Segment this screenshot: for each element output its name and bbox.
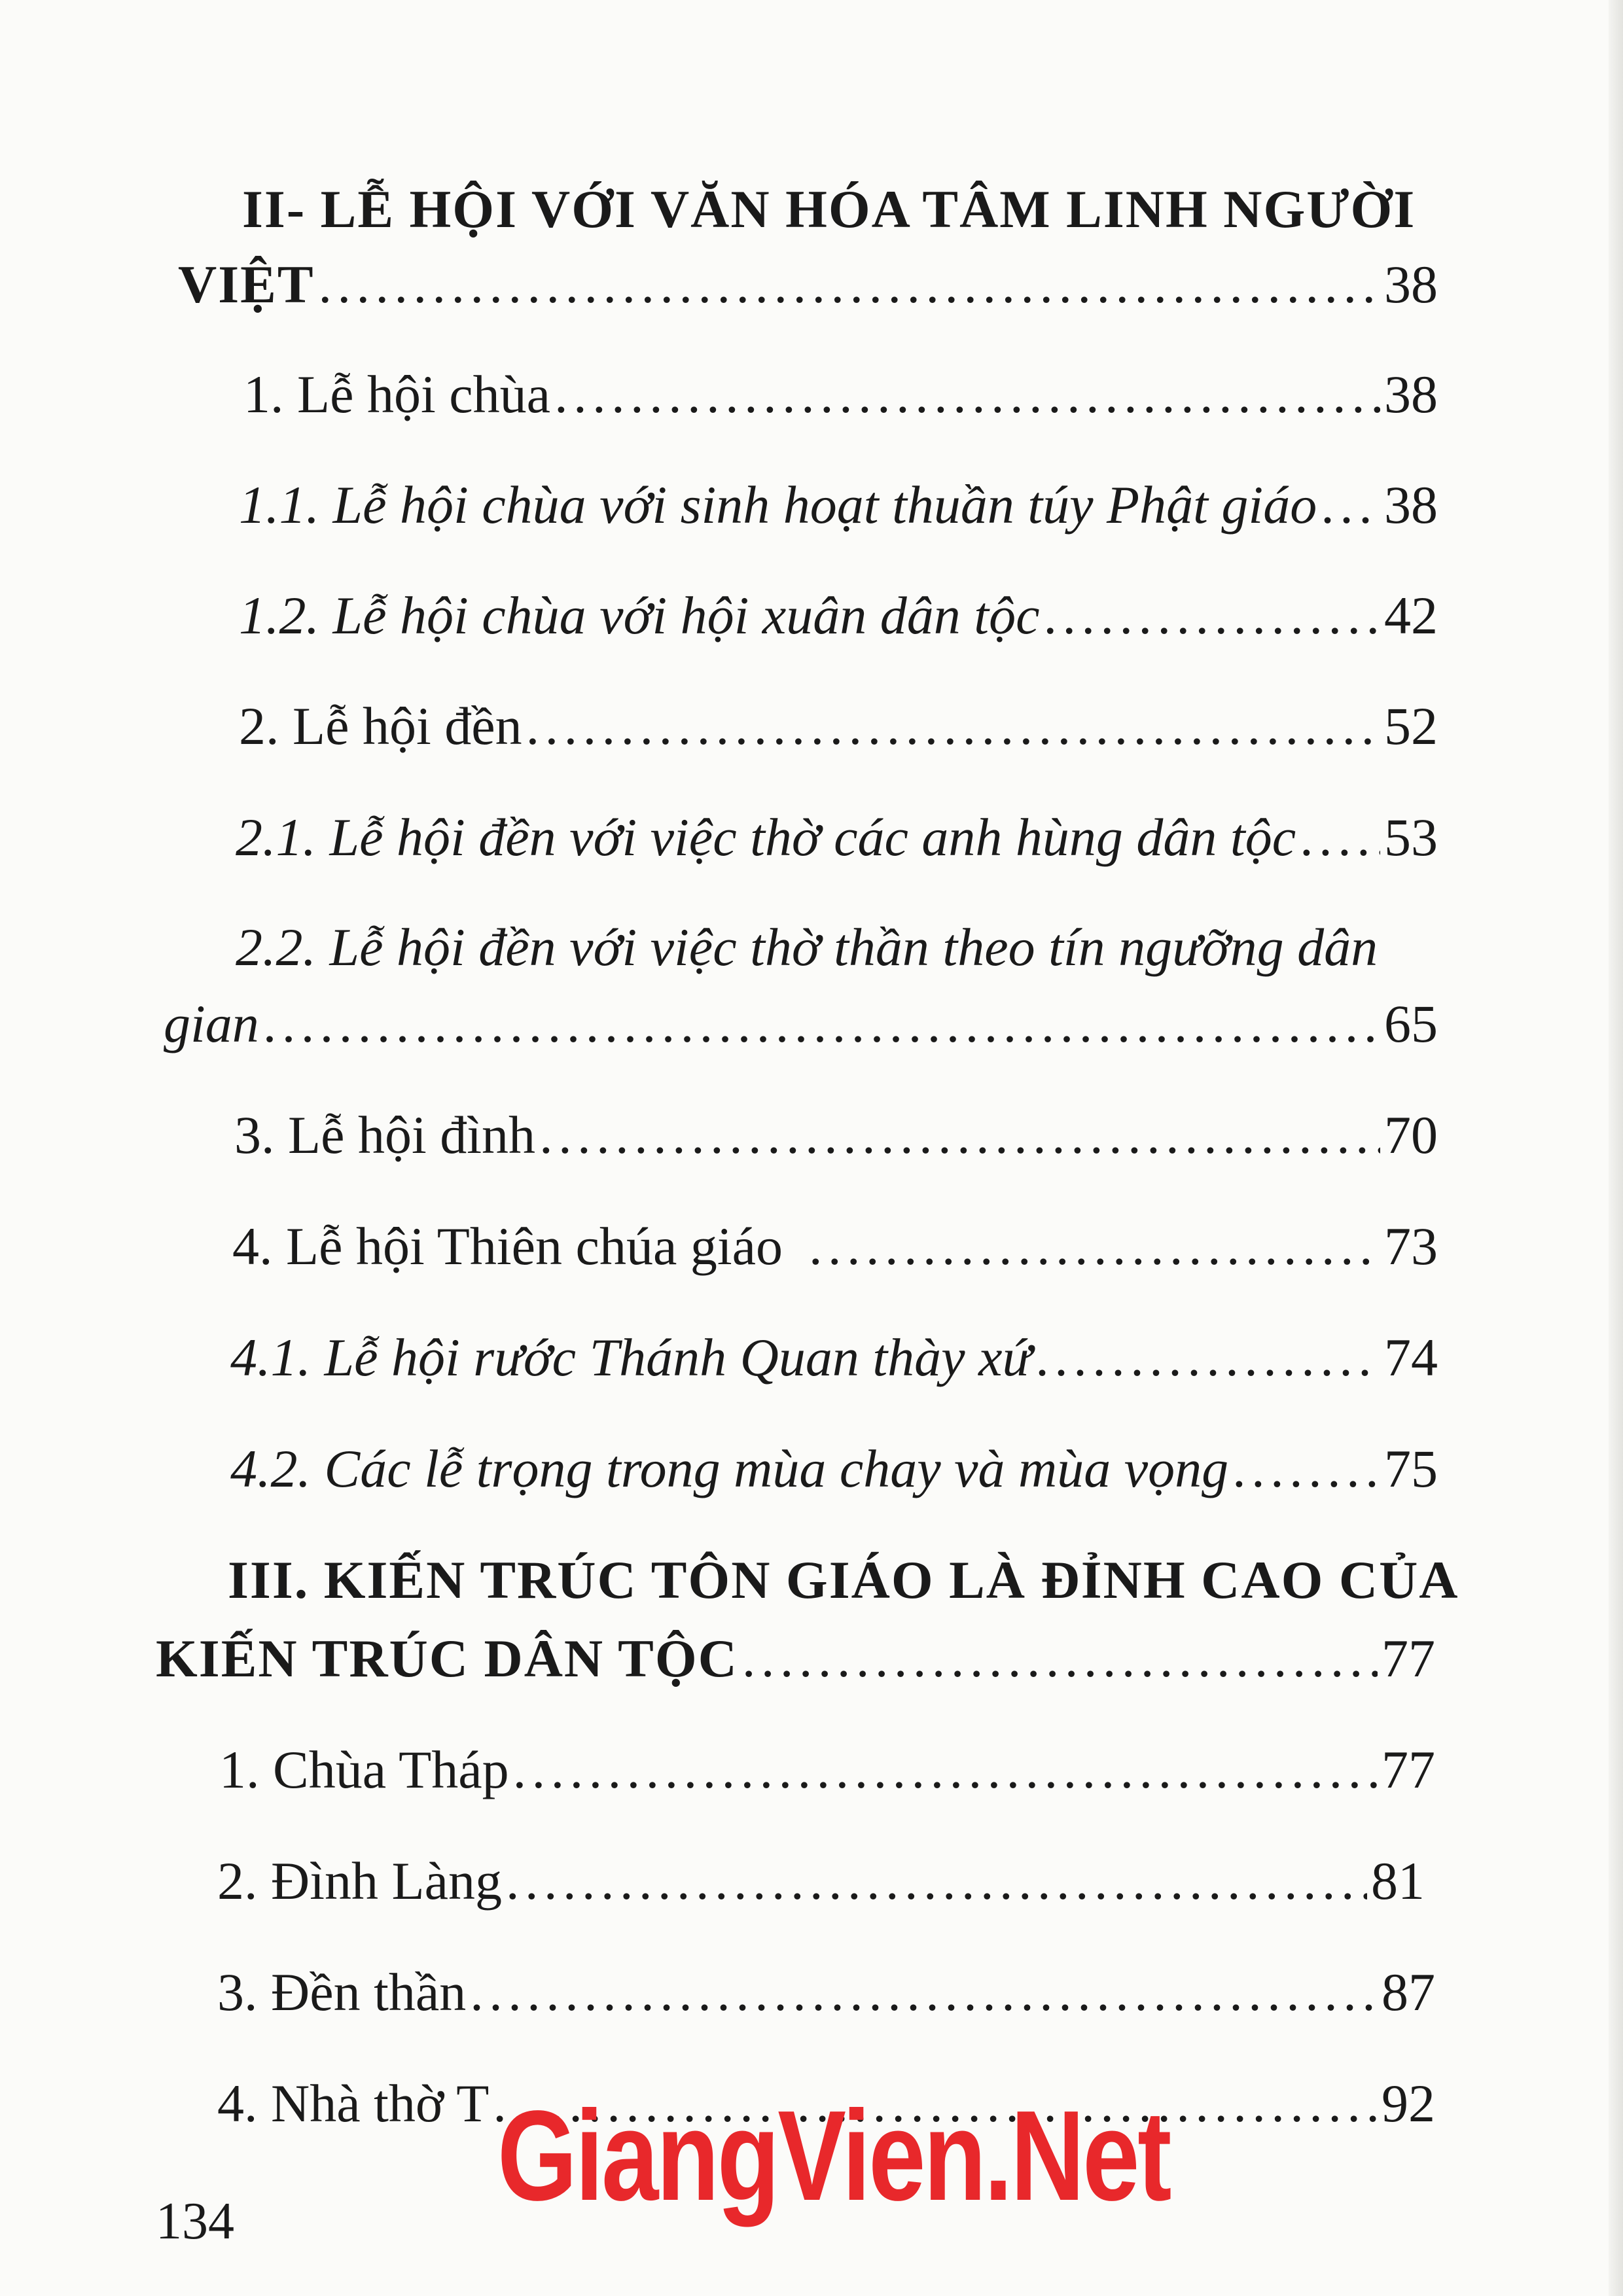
toc-page-number: 75 — [1384, 1439, 1438, 1498]
toc-entry[interactable] — [219, 1737, 1435, 1803]
dot-leader — [809, 1214, 1380, 1279]
toc-page-number: 42 — [1384, 586, 1438, 645]
section-three-heading-line1: III. KIẾN TRÚC TÔN GIÁO LÀ ĐỈNH CAO CỦA — [228, 1550, 1459, 1610]
section-two-heading-line1: II- LỄ HỘI VỚI VĂN HÓA TÂM LINH NGƯỜI — [242, 179, 1416, 239]
dot-leader — [1043, 583, 1380, 648]
dot-leader — [1035, 1325, 1380, 1390]
toc-page-number: 65 — [1384, 994, 1438, 1053]
dot-leader — [1232, 1436, 1380, 1502]
toc-entry-title: VIỆT — [178, 255, 315, 314]
toc-entry-title: 3. Đền thần — [217, 1962, 467, 2022]
toc-entry[interactable] — [164, 991, 1438, 1057]
toc-entry[interactable] — [243, 362, 1438, 427]
toc-entry[interactable] — [230, 1436, 1438, 1502]
dot-leader — [742, 1626, 1378, 1691]
dot-leader — [319, 252, 1380, 317]
toc-entry-title: KIẾN TRÚC DÂN TỘC — [156, 1629, 738, 1688]
toc-page-number: 38 — [1384, 255, 1438, 314]
watermark-text: GiangVien.Net — [497, 2084, 1170, 2227]
dot-leader — [554, 362, 1380, 427]
toc-entry-section-two[interactable] — [178, 252, 1438, 317]
toc-entry[interactable] — [234, 1103, 1438, 1168]
toc-entry[interactable] — [217, 1848, 1425, 1914]
page-edge — [1609, 0, 1623, 2296]
toc-entry-title: 2.1. Lễ hội đền với việc thờ các anh hùng dân tộc — [236, 807, 1296, 867]
toc-page-number: 81 — [1371, 1851, 1425, 1911]
toc-entry-line1[interactable] — [236, 915, 1378, 980]
toc-entry-title: 1. Lễ hội chùa — [243, 364, 551, 424]
toc-entry-title: 4.1. Lễ hội rước Thánh Quan thày xứ — [230, 1328, 1032, 1387]
toc-entry[interactable] — [236, 805, 1438, 870]
dot-leader — [513, 1737, 1378, 1803]
toc-entry-title: 4.2. Các lễ trọng trong mùa chay và mùa vọng — [230, 1439, 1229, 1498]
toc-entry-title: 2. Đình Làng — [217, 1851, 502, 1911]
toc-entry-title: 4. Nhà thờ T — [217, 2074, 490, 2133]
toc-page-number: 38 — [1384, 364, 1438, 424]
page-number: 134 — [156, 2193, 234, 2250]
toc-entry[interactable] — [239, 694, 1438, 759]
toc-entry-title: 1. Chùa Tháp — [219, 1740, 509, 1799]
toc-page-number: 77 — [1382, 1740, 1435, 1799]
dot-leader — [1321, 472, 1380, 538]
toc-page-number: 74 — [1384, 1328, 1438, 1387]
toc-entry[interactable] — [217, 1960, 1435, 2025]
toc-page-number: 77 — [1382, 1629, 1435, 1688]
dot-leader — [539, 1103, 1380, 1168]
dot-leader — [506, 1848, 1367, 1914]
dot-leader — [526, 694, 1380, 759]
toc-entry-title: 1.1. Lễ hội chùa với sinh hoạt thuần túy Phật giáo — [239, 475, 1317, 535]
toc-page-number: 53 — [1384, 807, 1438, 867]
toc-entry-title: 2.2. Lễ hội đền với việc thờ thần theo tín ngưỡng dân — [236, 917, 1378, 977]
dot-leader — [1300, 805, 1380, 870]
toc-page-number: 38 — [1384, 475, 1438, 535]
toc-entry-title: 2. Lễ hội đền — [239, 696, 522, 756]
toc-entry[interactable] — [239, 472, 1438, 538]
toc-entry[interactable] — [230, 1325, 1438, 1390]
toc-page-number: 73 — [1384, 1216, 1438, 1276]
toc-page-number: 92 — [1382, 2074, 1435, 2133]
toc-page-number: 70 — [1384, 1105, 1438, 1165]
toc-entry[interactable] — [232, 1214, 1438, 1279]
toc-entry-title: 3. Lễ hội đình — [234, 1105, 536, 1165]
toc-entry-title: 4. Lễ hội Thiên chúa giáo — [232, 1216, 783, 1276]
dot-leader — [470, 1960, 1378, 2025]
toc-entry[interactable] — [239, 583, 1438, 648]
toc-entry-title: gian — [164, 994, 259, 1053]
toc-entry-title: 1.2. Lễ hội chùa với hội xuân dân tộc — [239, 586, 1040, 645]
toc-page-number: 52 — [1384, 696, 1438, 756]
toc-page-number: 87 — [1382, 1962, 1435, 2022]
toc-entry-section-three[interactable] — [156, 1626, 1435, 1691]
dot-leader — [263, 991, 1380, 1057]
